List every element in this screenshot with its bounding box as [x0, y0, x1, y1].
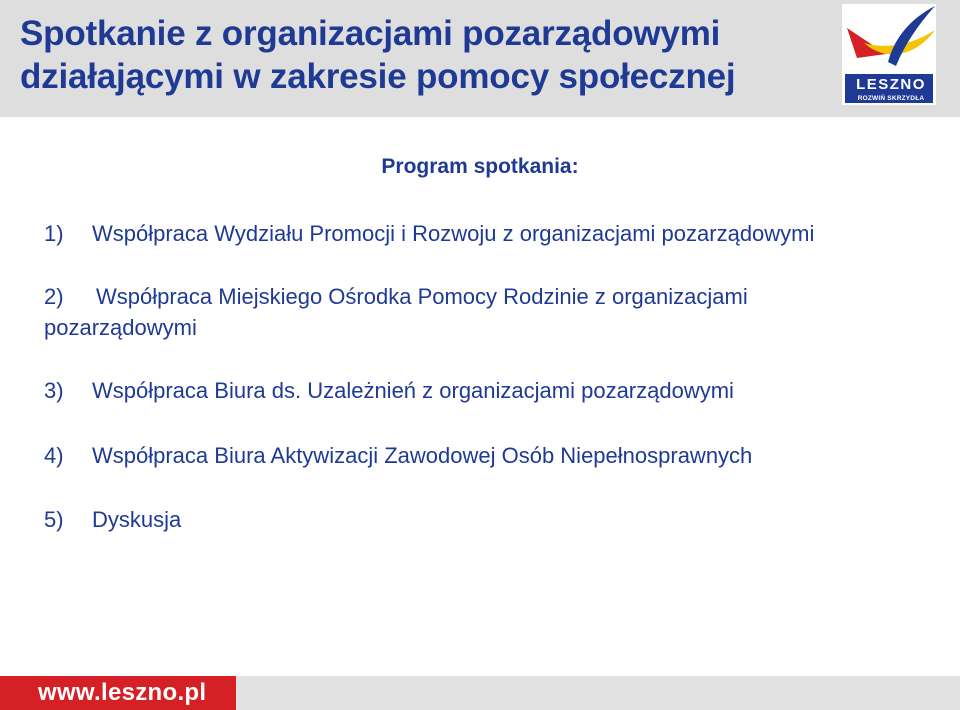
agenda-item-text: Współpraca Wydziału Promocji i Rozwoju z organizacjami pozarządowymi: [92, 221, 815, 246]
agenda-item: [44, 440, 752, 471]
footer-url-link[interactable]: www.leszno.pl: [38, 679, 207, 706]
agenda-item-number: 4): [44, 443, 64, 468]
agenda-item: [44, 281, 844, 343]
agenda-item-text: Współpraca Biura Aktywizacji Zawodowej Osób Niepełnosprawnych: [92, 443, 753, 468]
agenda-item: [44, 218, 814, 249]
header-band: [0, 0, 960, 117]
agenda-item: [44, 375, 734, 406]
agenda-heading: Program spotkania:: [381, 155, 579, 178]
agenda-item-text: Współpraca Biura ds. Uzależnień z organizacjami pozarządowymi: [92, 378, 734, 403]
agenda-item-number: 5): [44, 507, 64, 532]
agenda-item-text: Dyskusja: [92, 507, 182, 532]
slide-title: Spotkanie z organizacjami pozarządowymi działającymi w zakresie pomocy społecznej: [20, 14, 736, 96]
logo-name: LESZNO: [856, 76, 926, 93]
agenda-item: [44, 504, 181, 535]
footer-url-block: [0, 676, 236, 710]
agenda-item-number: 1): [44, 221, 64, 246]
agenda-item-text: Współpraca Miejskiego Ośrodka Pomocy Rodzinie z organizacjami pozarządowymi: [44, 284, 748, 340]
logo-slogan: ROZWIŃ SKRZYDŁA: [857, 95, 925, 102]
agenda-item-number: 3): [44, 378, 64, 403]
footer-band: [0, 676, 960, 710]
agenda-item-number: 2): [44, 284, 64, 309]
leszno-logo: [842, 4, 936, 105]
